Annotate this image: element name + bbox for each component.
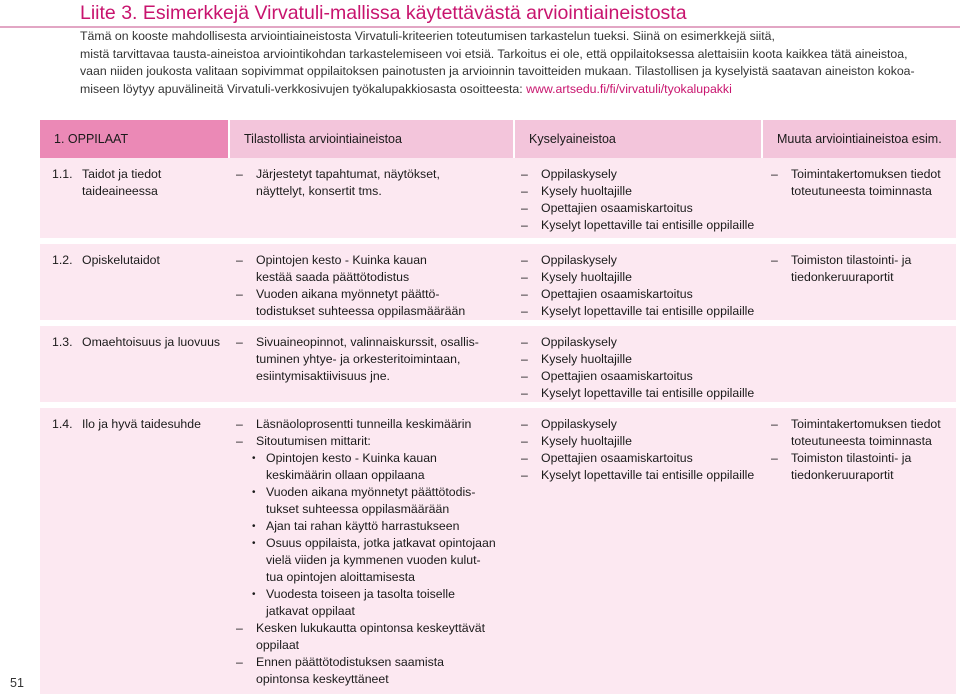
header-label: Kyselyaineistoa: [529, 132, 616, 146]
table-header: [40, 120, 956, 158]
list-item: – Opettajien osaamiskartoitus: [513, 368, 763, 385]
other-material: [763, 166, 956, 200]
area-label: Omaehtoisuus ja luovuus: [82, 335, 221, 349]
statistical-material: [228, 334, 513, 385]
table-row: [40, 158, 956, 238]
survey-material: [513, 252, 763, 320]
list-item: • Osuus oppilaista, jotka jatkavat opintojaan: [228, 535, 513, 552]
list-item: – Toimintakertomuksen tiedot: [763, 416, 956, 433]
header-surveys: [515, 120, 761, 158]
list-item: – Toimiston tilastointi- ja: [763, 252, 956, 269]
other-material: [763, 416, 956, 484]
header-label: Tilastollista arviointiaineistoa: [244, 132, 402, 146]
statistical-material: [228, 166, 513, 200]
list-item: vielä viiden ja kymmenen vuoden kulut-: [266, 553, 481, 567]
intro-line: mistä tarvittavaa tausta-aineistoa arviointikohdan tarkastelemiseen voi etsiä. Tarkoitus ei ole, että oppilaitoksessa alettaisiin koota kaikkea tätä aineistoa,: [80, 46, 908, 61]
table-row: [40, 408, 956, 694]
area-number: 1.2.: [52, 253, 73, 267]
list-item: – Kysely huoltajille: [513, 433, 763, 450]
page-number: 51: [10, 676, 24, 690]
list-item: tiedonkeruuraportit: [791, 270, 894, 284]
list-item: tuminen yhtye- ja orkesteritoimintaan,: [256, 352, 461, 366]
list-item: – Sitoutumisen mittarit:: [228, 433, 513, 450]
area-number: 1.3.: [52, 335, 73, 349]
header-label: 1. OPPILAAT: [54, 132, 129, 146]
intro-line: Tämä on kooste mahdollisesta arviointiaineistosta Virvatuli-kriteerien toteutumisen tarkastelun tueksi. Siinä on esimerkkejä siitä,: [80, 29, 775, 43]
list-item: – Vuoden aikana myönnetyt päättö-: [228, 286, 513, 303]
survey-material: [513, 166, 763, 234]
list-item: – Kesken lukukautta opintonsa keskeyttävät: [228, 620, 513, 637]
survey-material: [513, 334, 763, 402]
statistical-material: [228, 416, 513, 688]
header-label: Muuta arviointiaineistoa esim.: [777, 132, 942, 146]
header-statistical: [230, 120, 513, 158]
list-item: – Opettajien osaamiskartoitus: [513, 286, 763, 303]
list-item: tua opintojen aloittamisesta: [266, 570, 416, 584]
evaluation-area: [40, 416, 228, 433]
list-item: – Kysely huoltajille: [513, 183, 763, 200]
list-item: – Sivuaineopinnot, valinnaiskurssit, osallis-: [228, 334, 513, 351]
intro-line: vaan niiden joukosta valitaan sopivimmat oppilaitoksen painotusten ja arvioinnin tavoitteiden mukaan. Tilastollisen ja kyselyistä saatavan aineiston kokoa-: [80, 64, 915, 79]
list-item: – Oppilaskysely: [513, 252, 763, 269]
list-item: – Opintojen kesto - Kuinka kauan: [228, 252, 513, 269]
area-label: taideaineessa: [82, 184, 158, 198]
intro-text: miseen löytyy apuvälineitä Virvatuli-verkkosivujen työkalupakkiosasta osoitteesta:: [80, 81, 527, 96]
list-item: – Kyselyt lopettaville tai entisille oppilaille: [513, 303, 763, 320]
list-item: – Oppilaskysely: [513, 334, 763, 351]
list-item: tiedonkeruuraportit: [791, 468, 894, 482]
list-item: – Oppilaskysely: [513, 416, 763, 433]
evaluation-area: [40, 252, 228, 269]
table-row: [40, 326, 956, 402]
list-item: – Toimintakertomuksen tiedot: [763, 166, 956, 183]
intro-paragraph: [80, 28, 956, 98]
list-item: – Oppilaskysely: [513, 166, 763, 183]
evaluation-area: [40, 166, 228, 200]
list-item: – Opettajien osaamiskartoitus: [513, 200, 763, 217]
list-item: – Läsnäoloprosentti tunneilla keskimäärin: [228, 416, 513, 433]
list-item: • Ajan tai rahan käyttö harrastukseen: [228, 518, 513, 535]
list-item: – Opettajien osaamiskartoitus: [513, 450, 763, 467]
list-item: – Kysely huoltajille: [513, 269, 763, 286]
list-item: • Opintojen kesto - Kuinka kauan: [228, 450, 513, 467]
header-other: [763, 120, 956, 158]
list-item: • Vuodesta toiseen ja tasolta toiselle: [228, 586, 513, 603]
list-item: – Toimiston tilastointi- ja: [763, 450, 956, 467]
area-label: Ilo ja hyvä taidesuhde: [82, 417, 201, 431]
list-item: oppilaat: [256, 638, 300, 652]
list-item: toteutuneesta toiminnasta: [791, 184, 932, 198]
list-item: jatkavat oppilaat: [266, 604, 355, 618]
other-material: [763, 252, 956, 286]
list-item: • Vuoden aikana myönnetyt päättötodis-: [228, 484, 513, 501]
list-item: – Järjestetyt tapahtumat, näytökset,: [228, 166, 513, 183]
list-item: todistukset suhteessa oppilasmäärään: [256, 304, 466, 318]
area-number: 1.1.: [52, 167, 73, 181]
toolkit-link[interactable]: www.artsedu.fi/fi/virvatuli/tyokalupakki: [526, 81, 732, 96]
survey-material: [513, 416, 763, 484]
list-item: keskimäärin ollaan oppilaana: [266, 468, 425, 482]
table-row: [40, 244, 956, 320]
evaluation-area: [40, 334, 228, 351]
area-number: 1.4.: [52, 417, 73, 431]
area-label: Opiskelutaidot: [82, 253, 160, 267]
list-item: – Ennen päättötodistuksen saamista: [228, 654, 513, 671]
list-item: opintonsa keskeyttäneet: [256, 672, 389, 686]
list-item: – Kyselyt lopettaville tai entisille oppilaille: [513, 385, 763, 402]
list-item: – Kyselyt lopettaville tai entisille oppilaille: [513, 217, 763, 234]
list-item: kestää saada päättötodistus: [256, 270, 410, 284]
list-item: tukset suhteessa oppilasmäärään: [266, 502, 450, 516]
list-item: näyttelyt, konsertit tms.: [256, 184, 382, 198]
page-title: Liite 3. Esimerkkejä Virvatuli-mallissa käytettävästä arviointiaineistosta: [80, 2, 687, 24]
statistical-material: [228, 252, 513, 320]
list-item: esiintymisaktiivisuus jne.: [256, 369, 390, 383]
list-item: – Kyselyt lopettaville tai entisille oppilaille: [513, 467, 763, 484]
header-section-title: [40, 120, 228, 158]
list-item: toteutuneesta toiminnasta: [791, 434, 932, 448]
intro-line: [80, 81, 956, 99]
area-label: Taidot ja tiedot: [82, 167, 162, 181]
list-item: – Kysely huoltajille: [513, 351, 763, 368]
